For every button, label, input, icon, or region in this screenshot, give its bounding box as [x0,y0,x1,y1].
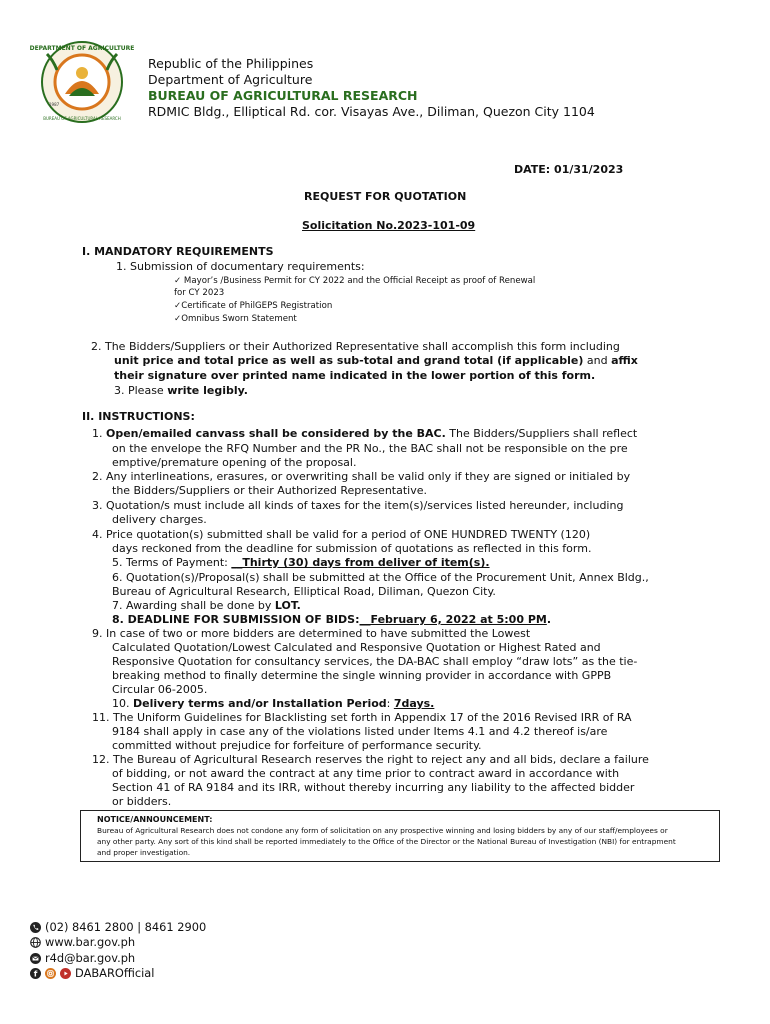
notice-box [80,810,720,862]
instruction-6-line1: 6. Quotation(s)/Proposal(s) shall be submitted at the Office of the Procurement Unit, Annex Bldg., [112,571,649,584]
youtube-icon[interactable] [60,968,71,979]
instruction-11-line3: committed without prejudice for forfeiture of performance security. [112,739,482,752]
header-bureau: BUREAU OF AGRICULTURAL RESEARCH [148,88,418,103]
instructions-heading: II. INSTRUCTIONS: [82,410,195,423]
website-link[interactable]: www.bar.gov.ph [45,935,136,949]
check-item: for CY 2023 [174,288,225,298]
instruction-9-line3: Responsive Quotation for consultancy services, the DA-BAC shall employ “draw lots” as the tie- [112,655,638,668]
mandatory-heading: I. MANDATORY REQUIREMENTS [82,245,274,258]
check-item: ✓Omnibus Sworn Statement [174,314,297,324]
instruction-6-line2: Bureau of Agricultural Research, Elliptical Road, Diliman, Quezon City. [112,585,496,598]
instagram-icon[interactable] [45,968,56,979]
instruction-10: 10. Delivery terms and/or Installation Period: 7days. [112,697,435,710]
header-republic: Republic of the Philippines [148,56,314,71]
instruction-1-line3: emptive/premature opening of the proposal. [112,456,357,469]
mandatory-item-2-line2: unit price and total price as well as sub-total and grand total (if applicable) and affix [114,354,638,367]
instruction-12-line2: of bidding, or not award the contract at any time prior to contract award in accordance with [112,767,620,780]
contact-phone [30,920,206,934]
header-address: RDMIC Bldg., Elliptical Rd. cor. Visayas Ave., Diliman, Quezon City 1104 [148,104,595,119]
instruction-9-line1: 9. In case of two or more bidders are determined to have submitted the Lowest [92,627,531,640]
notice-heading: NOTICE/ANNOUNCEMENT: [97,815,213,824]
facebook-icon[interactable] [30,968,41,979]
instruction-1-line2: on the envelope the RFQ Number and the PR No., the BAC shall not be responsible on the pre [112,442,628,455]
instruction-11-line2: 9184 shall apply in case any of the violations listed under Items 4.1 and 4.2 thereof is/are [112,725,608,738]
department-of-agriculture-seal [27,40,137,124]
instruction-1-line1: 1. Open/emailed canvass shall be considered by the BAC. The Bidders/Suppliers shall reflect [92,427,638,440]
instruction-4-line1: 4. Price quotation(s) submitted shall be valid for a period of ONE HUNDRED TWENTY (120) [92,528,591,541]
check-item: ✓Certificate of PhilGEPS Registration [174,301,333,311]
mandatory-item-1: 1. Submission of documentary requirements: [116,260,365,273]
contact-email [30,951,135,965]
seal-year: 1987 [49,102,60,107]
seal-top-text: DEPARTMENT OF AGRICULTURE [29,45,135,52]
instruction-9-line5: Circular 06-2005. [112,683,208,696]
contact-social [30,966,154,980]
mandatory-item-3: 3. Please write legibly. [114,384,248,397]
phone-icon [30,922,41,933]
instruction-2-line2: the Bidders/Suppliers or their Authorized Representative. [112,484,427,497]
notice-line-3: and proper investigation. [97,848,191,857]
instruction-3-line2: delivery charges. [112,513,207,526]
email-icon [30,953,41,964]
instruction-9-line2: Calculated Quotation/Lowest Calculated and Responsive Quotation or Highest Rated and [112,641,601,654]
solicitation-number: Solicitation No.2023-101-09 [302,219,476,232]
check-item: ✓ Mayor’s /Business Permit for CY 2022 and the Official Receipt as proof of Renewal [174,276,536,286]
instruction-12-line1: 12. The Bureau of Agricultural Research reserves the right to reject any and all bids, declare a failure [92,753,649,766]
instruction-5: 5. Terms of Payment: __Thirty (30) days from deliver of item(s). [112,556,490,569]
instruction-12-line4: or bidders. [112,795,172,808]
document-date: DATE: 01/31/2023 [514,163,624,176]
svg-text:f: f [33,968,38,979]
instruction-3-line1: 3. Quotation/s must include all kinds of taxes for the item(s)/services listed hereunder, including [92,499,624,512]
instruction-2-line1: 2. Any interlineations, erasures, or overwriting shall be valid only if they are signed or initialed by [92,470,631,483]
notice-line-1: Bureau of Agricultural Research does not condone any form of solicitation on any prospective winning and losing bidders by any of our staff/employees or [97,826,668,835]
document-title: REQUEST FOR QUOTATION [304,190,467,203]
contact-website [30,935,135,949]
instruction-12-line3: Section 41 of RA 9184 and its IRR, without thereby incurring any liability to the affected bidder [112,781,635,794]
instruction-11-line1: 11. The Uniform Guidelines for Blacklisting set forth in Appendix 17 of the 2016 Revised IRR of RA [92,711,632,724]
mandatory-item-2-line3: their signature over printed name indicated in the lower portion of this form. [114,369,596,382]
instruction-4-line2: days reckoned from the deadline for submission of quotations as reflected in this form. [112,542,592,555]
header-department: Department of Agriculture [148,72,313,87]
notice-line-2: any other party. Any sort of this kind shall be reported immediately to the Office of the Director or the National Bureau of Investigation (NBI) for entrapment [97,837,676,846]
mandatory-item-2-line1: 2. The Bidders/Suppliers or their Authorized Representative shall accomplish this form including [91,340,620,353]
email-link[interactable]: r4d@bar.gov.ph [45,951,136,965]
instruction-9-line4: breaking method to finally determine the single winning provider in accordance with GPPB [112,669,612,682]
phone-numbers: (02) 8461 2800 | 8461 2900 [45,920,207,934]
instruction-8-deadline: 8. DEADLINE FOR SUBMISSION OF BIDS:__February 6, 2022 at 5:00 PM. [112,613,552,626]
instruction-7: 7. Awarding shall be done by LOT. [112,599,301,612]
social-handle: DABAROfficial [75,966,155,980]
globe-icon [30,937,41,948]
seal-bottom-text: BUREAU OF AGRICULTURAL RESEARCH [43,116,121,121]
